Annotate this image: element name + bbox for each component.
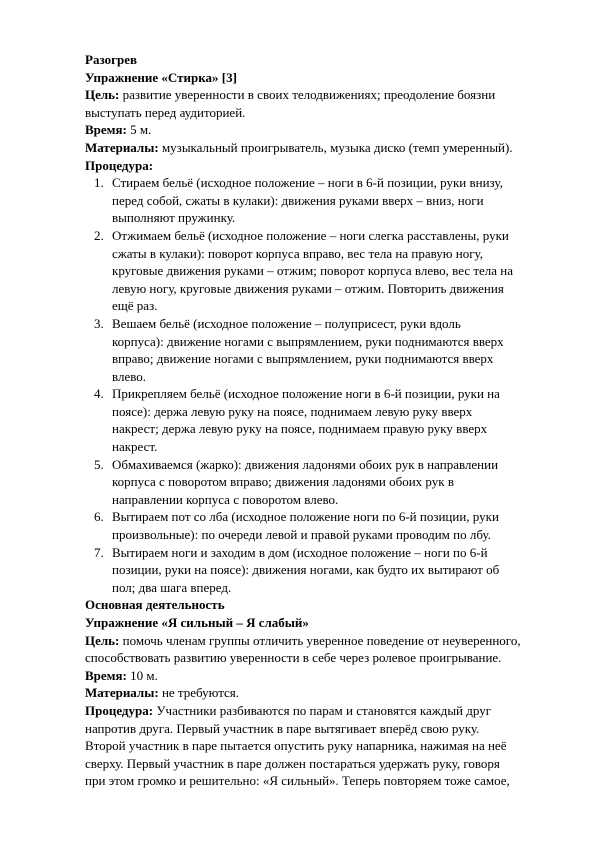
procedure-step (85, 227, 545, 315)
procedure-paragraph (85, 702, 545, 790)
step-text-line: левую ногу, круговые движения руками – отжим. Повторить движения (112, 280, 504, 296)
step-number: 3. (94, 315, 104, 331)
procedure-step (85, 544, 545, 597)
time-value: 5 м. (126, 122, 152, 138)
time-paragraph (85, 121, 545, 139)
step-text-line: влево. (112, 368, 147, 384)
time-label: Время: (85, 667, 127, 683)
procedure-text-line: напротив друга. Первый участник в паре вытягивает вперёд свою руку. (85, 720, 480, 736)
step-number: 1. (94, 175, 104, 191)
step-text-line: корпуса с поворотом вправо; движения ладонями обоих рук в (112, 474, 454, 490)
procedure-label: Процедура: (85, 157, 154, 173)
materials-paragraph (85, 139, 545, 157)
step-text-line: пол; два шага вперед. (112, 579, 232, 595)
exercise-title-laundry: Упражнение «Стирка» [3] (85, 69, 237, 85)
step-text-line: Стираем бельё (исходное положение – ноги в 6-й позиции, руки внизу, (112, 175, 503, 191)
goal-paragraph (85, 632, 545, 667)
step-text-line: накрест. (112, 439, 158, 455)
procedure-step (85, 456, 545, 509)
goal-text-line: способствовать развитию уверенности в себе через ролевое проигрывание. (85, 650, 502, 666)
step-text-line: Вытираем ноги и заходим в дом (исходное положение – ноги по 6-й (112, 544, 488, 560)
step-text-line: круговые движения руками – отжим; поворот корпуса влево, вес тела на (112, 263, 514, 279)
procedure-text-line: при этом громко и решительно: «Я сильный». Теперь повторяем тоже самое, (85, 773, 510, 789)
procedure-text-line: сверху. Первый участник в паре должен постараться удержать руку, говоря (85, 755, 500, 771)
step-text-line: Отжимаем бельё (исходное положение – ноги слегка расставлены, руки (112, 227, 509, 243)
goal-label: Цель: (85, 87, 120, 103)
time-paragraph (85, 667, 545, 685)
step-text-line: вправо; движение ногами с выпрямлением, руки поднимаются вверх (112, 351, 494, 367)
materials-value: не требуются. (158, 685, 240, 701)
step-text-line: перед собой, сжаты в кулаки): движения руками вверх – вниз, ноги (112, 192, 484, 208)
step-number: 5. (94, 456, 104, 472)
exercise-title-strong-weak: Упражнение «Я сильный – Я слабый» (85, 615, 309, 630)
step-text-line: сжаты в кулаки): поворот корпуса вправо, вес тела на правую ногу, (112, 245, 483, 261)
procedure-step (85, 385, 545, 455)
step-text-line: Прикрепляем бельё (исходное положение ноги в 6-й позиции, руки на (112, 386, 500, 402)
materials-value: музыкальный проигрыватель, музыка диско (темп умеренный). (158, 139, 513, 155)
procedure-text-line: Участники разбиваются по парам и становятся каждый друг (153, 702, 492, 718)
step-text-line: Вешаем бельё (исходное положение – полуприсест, руки вдоль (112, 315, 461, 331)
procedure-step (85, 508, 545, 543)
step-number: 6. (94, 509, 104, 525)
materials-label: Материалы: (85, 685, 159, 701)
procedure-step (85, 315, 545, 385)
goal-text-line: выступать перед аудиторией. (85, 104, 246, 120)
step-number: 2. (94, 227, 104, 243)
procedure-text-line: Второй участник в паре пытается опустить руку напарника, нажимая на неё (85, 738, 507, 754)
step-number: 4. (94, 386, 104, 402)
step-text-line: произвольные): по очереди левой и правой руками проводим по лбу. (112, 527, 491, 543)
time-value: 10 м. (126, 667, 158, 683)
time-label: Время: (85, 122, 127, 138)
procedure-label: Процедура: (85, 702, 154, 718)
step-text-line: направлении корпуса с поворотом влево. (112, 491, 339, 507)
step-text-line: Вытираем пот со лба (исходное положение ноги по 6-й позиции, руки (112, 509, 499, 525)
step-text-line: корпуса): движение ногами с выпрямлением, руки поднимаются вверх (112, 333, 504, 349)
materials-paragraph (85, 684, 545, 702)
step-number: 7. (94, 544, 104, 560)
procedure-steps-list (85, 174, 545, 596)
section-heading-warmup: Разогрев (85, 52, 138, 67)
step-text-line: ещё раз. (112, 298, 158, 314)
goal-label: Цель: (85, 632, 120, 648)
goal-text-line: развитие уверенности в своих телодвижениях; преодоление боязни (119, 87, 496, 103)
materials-label: Материалы: (85, 139, 159, 155)
section-heading-main-activity: Основная деятельность (85, 597, 225, 613)
goal-paragraph (85, 86, 545, 121)
goal-text-line: помочь членам группы отличить уверенное поведение от неуверенного, (119, 632, 521, 648)
procedure-step (85, 174, 545, 227)
step-text-line: позиции, руки на поясе): движения ногами, как будто их вытирают об (112, 562, 500, 578)
step-text-line: накрест; держа левую руку на поясе, поднимаем правую руку вверх (112, 421, 488, 437)
step-text-line: Обмахиваемся (жарко): движения ладонями обоих рук в направлении (112, 456, 499, 472)
step-text-line: поясе): держа левую руку на поясе, поднимаем левую руку вверх (112, 403, 473, 419)
document-body (85, 51, 545, 790)
step-text-line: выполняют пружинку. (112, 210, 236, 226)
